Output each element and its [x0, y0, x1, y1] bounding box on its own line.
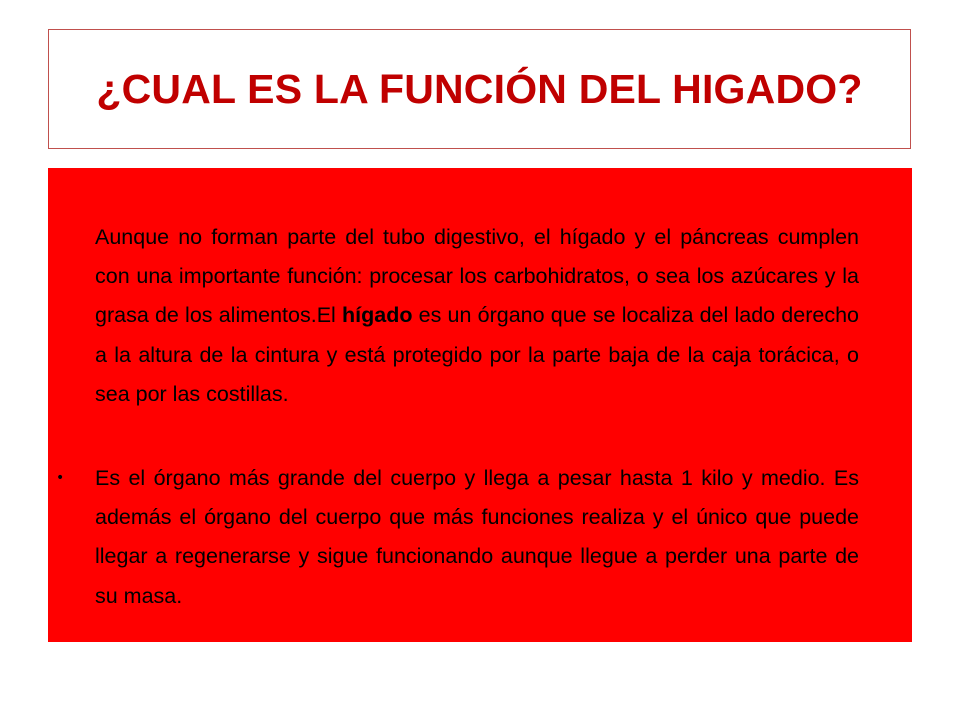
paragraph-1-text-end: es un órgano que se localiza del lado derecho a la altura de la cintura y está protegido por la parte baja de la caja torácica, o sea por las costillas. — [95, 303, 859, 406]
paragraph-liver-facts: Es el órgano más grande del cuerpo y llega a pesar hasta 1 kilo y medio. Es además el órgano del cuerpo que más funciones realiza y el único que puede llegar a regenerarse y sigue funcionando aunque llegue a perder una parte de su masa. — [95, 466, 859, 608]
title-box — [48, 29, 911, 149]
content-box — [48, 168, 912, 642]
bullet-icon: • — [56, 470, 65, 486]
bold-keyword-higado: hígado — [342, 303, 413, 328]
paragraph-1-text-start: Aunque no forman parte del tubo digestivo, el hígado y el páncreas cumplen con una importante función: procesar los carbohidratos, o sea los azúcares y la grasa de los alimentos.El — [95, 225, 859, 328]
slide-title: ¿CUAL ES LA FUNCIÓN DEL HIGADO? — [96, 65, 863, 112]
paragraph-liver-location — [95, 218, 859, 414]
